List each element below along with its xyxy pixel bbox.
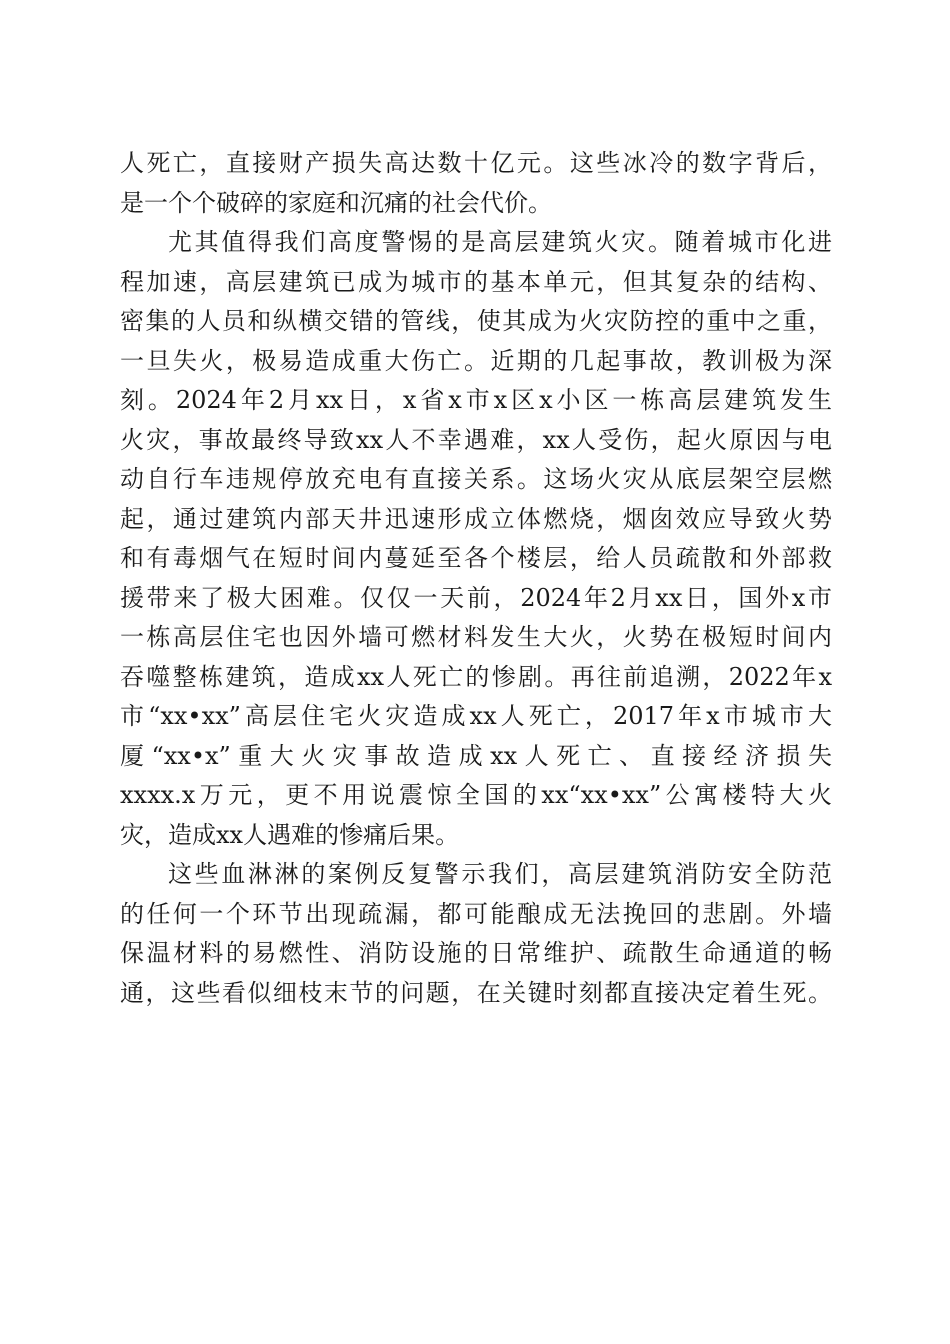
document-body	[120, 144, 832, 1013]
text-line: 和有毒烟气在短时间内蔓延至各个楼层，给人员疏散和外部救	[120, 544, 832, 572]
text-line: 动自行车违规停放充电有直接关系。这场火灾从底层架空层燃	[120, 465, 832, 493]
text-line: 吞噬整栋建筑，造成xx人死亡的惨剧。再往前追溯，2022年x	[120, 662, 832, 691]
text-line: 一栋高层住宅也因外墙可燃材料发生大火，火势在极短时间内	[120, 623, 832, 651]
text-line: 灾，造成xx人遇难的惨痛后果。	[120, 820, 460, 849]
paragraph-3	[120, 855, 832, 1013]
text-line: 火灾，事故最终导致xx人不幸遇难，xx人受伤，起火原因与电	[120, 425, 832, 454]
text-line: 是一个个破碎的家庭和沉痛的社会代价。	[120, 188, 552, 217]
text-line: 援带来了极大困难。仅仅一天前，2024年2月xx日，国外x市	[120, 583, 832, 612]
paragraph-1	[120, 144, 832, 223]
text-line: 尤其值得我们高度警惕的是高层建筑火灾。随着城市化进	[168, 228, 832, 256]
text-line: 的任何一个环节出现疏漏，都可能酿成无法挽回的悲剧。外墙	[120, 899, 832, 928]
text-line: 起，通过建筑内部天井迅速形成立体燃烧，烟囱效应导致火势	[120, 504, 832, 533]
text-line: 一旦失火，极易造成重大伤亡。近期的几起事故，教训极为深	[120, 346, 832, 375]
text-line: 程加速，高层建筑已成为城市的基本单元，但其复杂的结构、	[120, 267, 832, 296]
paragraph-2	[120, 223, 832, 855]
text-line: xxxx.x万元，更不用说震惊全国的xx“xx•xx”公寓楼特大火	[120, 781, 832, 809]
text-line: 刻。2024年2月xx日，x省x市x区x小区一栋高层建筑发生	[120, 386, 832, 414]
text-line: 市“xx•xx”高层住宅火灾造成xx人死亡，2017年x市城市大	[120, 702, 832, 730]
text-line: 密集的人员和纵横交错的管线，使其成为火灾防控的重中之重，	[120, 307, 832, 335]
text-line: 这些血淋淋的案例反复警示我们，高层建筑消防安全防范	[168, 860, 832, 888]
text-line: 保温材料的易燃性、消防设施的日常维护、疏散生命通道的畅	[120, 939, 832, 967]
text-line: 人死亡，直接财产损失高达数十亿元。这些冰冷的数字背后，	[120, 149, 832, 177]
text-line: 厦“xx•x”重大火灾事故造成xx人死亡、直接经济损失	[120, 741, 832, 770]
text-line: 通，这些看似细枝末节的问题，在关键时刻都直接决定着生死。	[120, 978, 832, 1007]
